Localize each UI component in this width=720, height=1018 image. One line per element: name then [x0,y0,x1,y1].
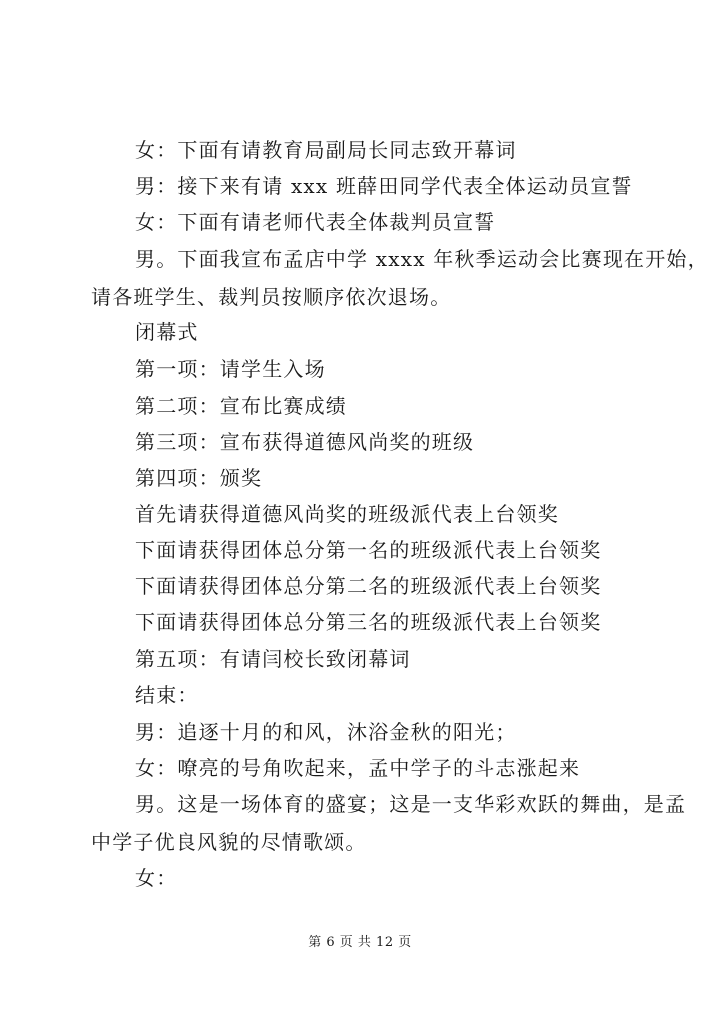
text-line-21: 女： [135,866,178,890]
text-line-4: 男。下面我宣布孟店中学 xxxx 年秋季运动会比赛现在开始， [135,247,709,271]
text-line-20: 中学子优良风貌的尽情歌颂。 [91,830,367,854]
text-line-16: 结束： [135,683,199,707]
text-line-19: 男。这是一场体育的盛宴；这是一支华彩欢跃的舞曲，是孟 [135,792,687,816]
text-line-18: 女：嘹亮的号角吹起来，孟中学子的斗志涨起来 [135,756,581,780]
text-line-14: 下面请获得团体总分第三名的班级派代表上台领奖 [135,610,602,634]
text-line-5: 请各班学生、裁判员按顺序依次退场。 [91,285,452,309]
text-line-9: 第三项：宣布获得道德风尚奖的班级 [135,430,475,454]
text-line-15: 第五项：有请闫校长致闭幕词 [135,647,411,671]
text-line-10: 第四项：颁奖 [135,466,263,490]
text-line-17: 男：追逐十月的和风，沐浴金秋的阳光； [135,720,517,744]
text-line-13: 下面请获得团体总分第二名的班级派代表上台领奖 [135,574,602,598]
text-line-12: 下面请获得团体总分第一名的班级派代表上台领奖 [135,538,602,562]
text-line-8: 第二项：宣布比赛成绩 [135,394,347,418]
text-line-3: 女：下面有请老师代表全体裁判员宣誓 [135,210,496,234]
page-number-footer: 第 6 页 共 12 页 [308,935,412,950]
section-heading-closing: 闭幕式 [135,320,199,344]
text-line-7: 第一项：请学生入场 [135,357,326,381]
text-line-2: 男：接下来有请 xxx 班薛田同学代表全体运动员宣誓 [135,174,633,198]
text-line-1: 女：下面有请教育局副局长同志致开幕词 [135,138,517,162]
text-line-11: 首先请获得道德风尚奖的班级派代表上台领奖 [135,502,559,526]
